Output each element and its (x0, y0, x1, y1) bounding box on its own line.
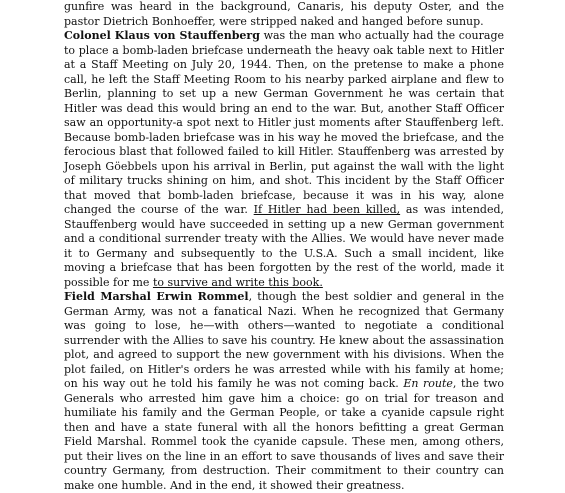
rommel-text-b: , the two Generals who arrested him gave him a choice: go on trial for treason and humiliate his family and the German People, or take a cyanide capsule right then and have a state funeral with all the honors befitting a great German Field Marshal. Rommel took the cyanide capsule. These men, among others, put their lives on the line in an effort to save thousands of lives and save their country Germany, from destruction. Their commitment to their country can make one humble. And in the end, it showed their greatness. (64, 377, 504, 492)
intro-paragraph (64, 0, 504, 29)
rommel-name: Field Marshal Erwin Rommel (64, 290, 249, 303)
underlined-phrase-survive: to survive and write this book. (152, 275, 323, 289)
italic-en-route: En route (403, 377, 453, 390)
document-page (64, 0, 504, 493)
stauffenberg-text-b: as was intended, Stauffenberg would have succeeded in setting up a new German government and a conditional surrender treaty with the Allies. We would have never made it to Germany and subsequently to the U.S.A. Such a small incident, like moving a briefcase that has been forgotten by the rest of the world, made it possible for me (64, 203, 504, 289)
rommel-text-a: , though the best soldier and general in the German Army, was not a fanatical Nazi. When he recognized that Germany was going to lose, he—with others—wanted to negotiate a conditional surrender with the Allies to save his country. He knew about the assassination plot, and agreed to support the new government with his divisions. When the plot failed, on Hitler's orders he was arrested while with his family at home; on his way out he told his family he was not coming back. (64, 290, 504, 390)
rommel-paragraph (64, 290, 504, 493)
stauffenberg-paragraph (64, 29, 504, 290)
stauffenberg-text-a: was the man who actually had the courage to place a bomb-laden briefcase underneath the heavy oak table next to Hitler at a Staff Meeting on July 20, 1944. Then, on the pretense to make a phone call, he left the Staff Meeting Room to his nearby parked airplane and flew to Berlin, planning to set up a new German Government he was certain that Hitler was dead this would bring an end to the war. But, another Staff Officer saw an opportunity-a spot next to Hitler just moments after Stauffenberg left. Because bomb-laden briefcase was in his way he moved the briefcase, and the ferocious blast that followed failed to kill Hitler. Stauffenberg was arrested by Joseph Göebbels upon his arrival in Berlin, put against the wall with the light of military trucks shining on him, and shot. This incident by the Staff Officer that moved that bomb-laden briefcase, because it was in his way, alone changed the course of the war. (64, 29, 504, 216)
intro-text: gunfire was heard in the background, Canaris, his deputy Oster, and the pastor Dietrich Bonhoeffer, were stripped naked and hanged before sunup. (64, 0, 504, 28)
underlined-phrase-hitler-killed: If Hitler had been killed, (253, 203, 401, 216)
stauffenberg-name: Colonel Klaus von Stauffenberg (64, 29, 260, 42)
